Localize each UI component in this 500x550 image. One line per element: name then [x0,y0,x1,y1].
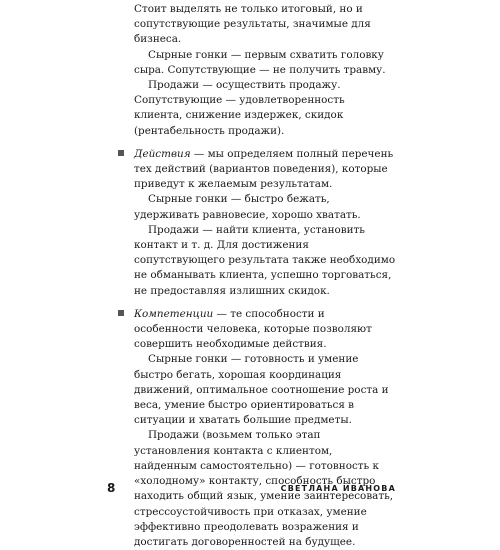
competencies-lead: — те способности и особенности человека, которые позволяют совершить необходимые действия. [134,307,372,351]
actions-paragraph-1: Сырные гонки — быстро бежать, удерживать равновесие, хорошо хватать. [134,193,361,221]
actions-paragraph-2: Продажи — найти клиента, установить контакт и т. д. Для достижения сопутствующего результата также необходимо не обманывать клиента, успешно торговаться, не предоставляя излишних скидок. [134,223,396,297]
competencies-definition [134,307,396,353]
actions-definition [134,147,396,193]
competencies-paragraph-2: Продажи (возьмем только этап установления контакта с клиентом, найденным самостоятельно) — готовность к «холодному» контакту, способность быстро находить общий язык, умение заинтересовать, стрессоустойчивость при отказах, умение эффективно преодолевать возражения и достигать договоренностей на будущее. [134,429,394,548]
page-number: 8 [107,481,116,495]
intro-paragraph-2: Сырные гонки — первым схватить головку сыра. Сопутствующие — не получить травму. [134,48,386,76]
intro-paragraph-1: Стоит выделять не только итоговый, но и сопутствующие результаты, значимые для бизнеса. [134,3,371,46]
actions-lead: — мы определяем полный перечень тех действий (вариантов поведения), которые приведут к желаемым результатам. [134,147,394,191]
competencies-section [134,307,396,550]
intro-paragraph-3: Продажи — осуществить продажу. Сопутствующие — удовлетворенность клиента, снижение издержек, скидок (рентабельность продажи). [134,79,345,137]
actions-section [134,147,396,299]
square-bullet-icon [118,310,124,316]
running-head-author: СВЕТЛАНА ИВАНОВА [280,484,396,493]
competencies-paragraph-1: Сырные гонки — готовность и умение быстро бегать, хорошая координация движений, оптимальное соотношение роста и веса, умение быстро ориентироваться в ситуации и хватать большие предметы. [134,353,389,427]
square-bullet-icon [118,150,124,156]
competencies-term: Компетенции [134,307,214,320]
actions-term: Действия [134,147,191,160]
body-text [134,2,396,550]
